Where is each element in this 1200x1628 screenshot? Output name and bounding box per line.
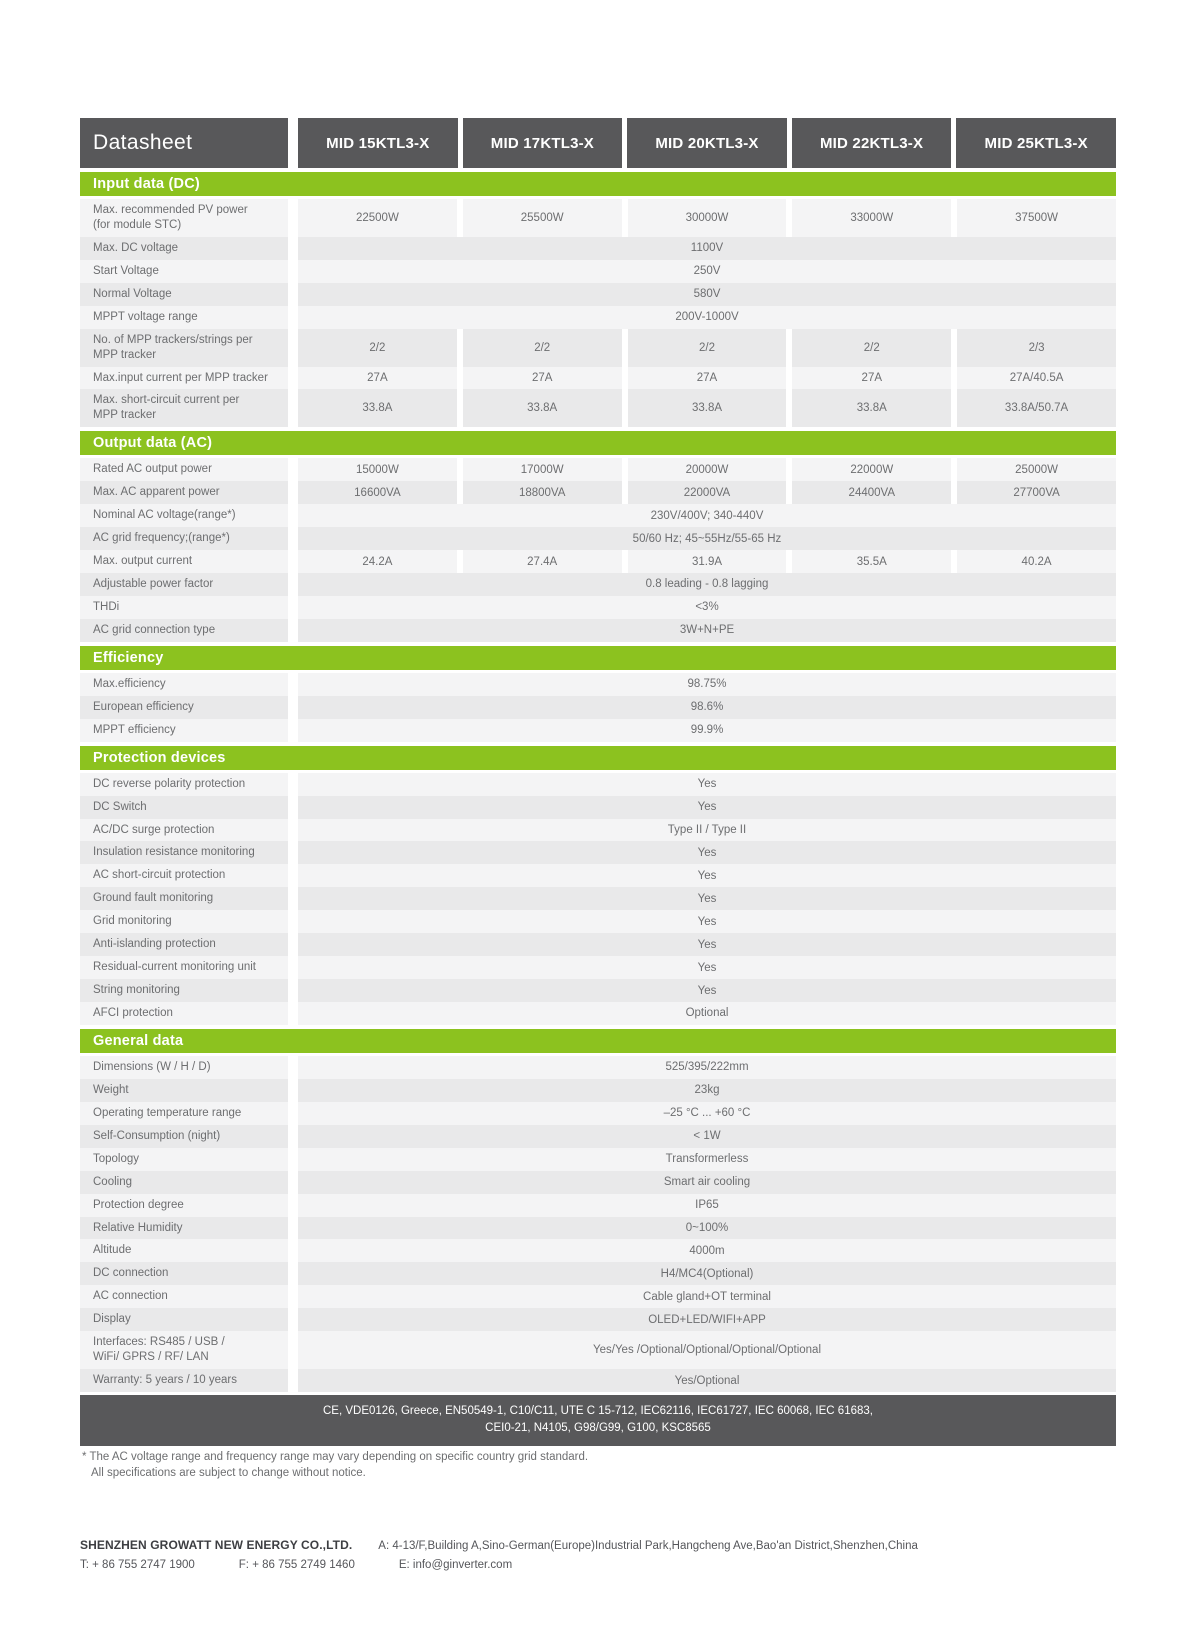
spec-value: 1100V [298,237,1116,260]
section-header: General data [80,1029,1116,1053]
spec-label: Warranty: 5 years / 10 years [80,1369,288,1392]
spec-label: Ground fault monitoring [80,887,288,910]
spec-label: AC grid frequency;(range*) [80,527,288,550]
spec-row [80,1194,1116,1217]
company-tel: T: + 86 755 2747 1900 [80,1559,195,1571]
spec-value: 2/2 [298,329,457,367]
spec-row [80,1171,1116,1194]
spec-label: MPPT voltage range [80,306,288,329]
spec-row [80,1331,1116,1369]
spec-label: AFCI protection [80,1002,288,1025]
spec-value: 16600VA [298,481,457,504]
spec-value: OLED+LED/WIFI+APP [298,1308,1116,1331]
spec-value: Yes/Yes /Optional/Optional/Optional/Optional [298,1331,1116,1369]
spec-label: Max. output current [80,550,288,573]
spec-value: <3% [298,596,1116,619]
spec-label: Grid monitoring [80,910,288,933]
spec-value: IP65 [298,1194,1116,1217]
spec-row [80,910,1116,933]
table-body [80,172,1116,1392]
spec-value: Smart air cooling [298,1171,1116,1194]
spec-value: 22000W [792,458,951,481]
spec-label: Weight [80,1079,288,1102]
spec-table [80,118,1116,1446]
model-header-cells [298,118,1116,168]
spec-value: 27.4A [463,550,622,573]
spec-label: Max. AC apparent power [80,481,288,504]
spec-row [80,329,1116,367]
spec-value: 23kg [298,1079,1116,1102]
model-header-cell: MID 20KTL3-X [627,118,787,168]
spec-value: Yes [298,841,1116,864]
section-header: Input data (DC) [80,172,1116,196]
spec-value: 33000W [792,199,951,237]
spec-value: 27A [463,367,622,390]
spec-label: Dimensions (W / H / D) [80,1056,288,1079]
spec-value: 40.2A [957,550,1116,573]
spec-value: 24.2A [298,550,457,573]
spec-row [80,367,1116,390]
spec-values [298,367,1116,390]
certifications-bar [80,1395,1116,1446]
spec-value: 200V-1000V [298,306,1116,329]
spec-value: 98.75% [298,673,1116,696]
spec-label: AC short-circuit protection [80,864,288,887]
model-header-cell: MID 22KTL3-X [792,118,952,168]
spec-value: 0.8 leading - 0.8 lagging [298,573,1116,596]
spec-label: Relative Humidity [80,1217,288,1240]
spec-label: Max. DC voltage [80,237,288,260]
spec-label: Rated AC output power [80,458,288,481]
spec-value: Yes [298,773,1116,796]
spec-label: DC Switch [80,796,288,819]
footnote-line-2: All specifications are subject to change without notice. [91,1466,366,1479]
spec-row [80,619,1116,642]
spec-label: Insulation resistance monitoring [80,841,288,864]
spec-value: 37500W [957,199,1116,237]
spec-value: 33.8A/50.7A [957,389,1116,427]
spec-value: < 1W [298,1125,1116,1148]
certifications-line-2: CEI0-21, N4105, G98/G99, G100, KSC8565 [485,1422,711,1435]
model-header-cell: MID 17KTL3-X [463,118,623,168]
spec-value: 30000W [628,199,787,237]
spec-row [80,1079,1116,1102]
spec-value: 22000VA [628,481,787,504]
spec-row [80,1285,1116,1308]
spec-row [80,1148,1116,1171]
spec-row [80,841,1116,864]
spec-value: 230V/400V; 340-440V [298,504,1116,527]
spec-label: Max.efficiency [80,673,288,696]
spec-row [80,979,1116,1002]
spec-row [80,1056,1116,1079]
spec-row [80,283,1116,306]
section-header: Protection devices [80,746,1116,770]
spec-value: Yes/Optional [298,1369,1116,1392]
spec-value: 27700VA [957,481,1116,504]
spec-value: 25000W [957,458,1116,481]
spec-value: 20000W [628,458,787,481]
spec-value: 33.8A [628,389,787,427]
spec-label: DC reverse polarity protection [80,773,288,796]
datasheet-title: Datasheet [80,118,288,168]
spec-row [80,1002,1116,1025]
spec-row [80,1102,1116,1125]
spec-label: Protection degree [80,1194,288,1217]
company-email: E: info@ginverter.com [398,1559,513,1571]
spec-value: Yes [298,956,1116,979]
company-footer [80,1538,1180,1571]
spec-value: 27A [792,367,951,390]
spec-label: AC connection [80,1285,288,1308]
spec-row [80,458,1116,481]
company-address: A: 4-13/F,Building A,Sino-German(Europe)Industrial Park,Hangcheng Ave,Bao'an District,Shenzhen,China [378,1540,918,1552]
spec-row [80,573,1116,596]
spec-label: Operating temperature range [80,1102,288,1125]
spec-value: 2/2 [628,329,787,367]
spec-value: 2/2 [463,329,622,367]
spec-value: Optional [298,1002,1116,1025]
spec-values [298,550,1116,573]
spec-value: Transformerless [298,1148,1116,1171]
spec-label: Residual-current monitoring unit [80,956,288,979]
spec-value: 27A [298,367,457,390]
spec-row [80,956,1116,979]
spec-value: 35.5A [792,550,951,573]
spec-row [80,887,1116,910]
spec-row [80,550,1116,573]
spec-row [80,1262,1116,1285]
spec-values [298,389,1116,427]
spec-value: 33.8A [463,389,622,427]
section-header: Efficiency [80,646,1116,670]
spec-row [80,673,1116,696]
spec-value: 33.8A [298,389,457,427]
footnote-line-1: * The AC voltage range and frequency range may vary depending on specific country grid standard. [82,1451,589,1463]
spec-value: Yes [298,864,1116,887]
spec-value: 0~100% [298,1217,1116,1240]
spec-row [80,696,1116,719]
spec-value: Yes [298,910,1116,933]
spec-value: 31.9A [628,550,787,573]
spec-row [80,864,1116,887]
spec-label: Adjustable power factor [80,573,288,596]
spec-row [80,1308,1116,1331]
spec-values [298,481,1116,504]
spec-label: Max. recommended PV power (for module STC) [80,199,288,237]
spec-label: Display [80,1308,288,1331]
spec-label: String monitoring [80,979,288,1002]
spec-values [298,458,1116,481]
spec-value: 525/395/222mm [298,1056,1116,1079]
certifications-line-1: CE, VDE0126, Greece, EN50549-1, C10/C11, UTE C 15-712, IEC62116, IEC61727, IEC 60068, IEC 61683, [323,1405,873,1417]
spec-label: Max.input current per MPP tracker [80,367,288,390]
spec-row [80,504,1116,527]
spec-value: 98.6% [298,696,1116,719]
spec-row [80,933,1116,956]
spec-label: Nominal AC voltage(range*) [80,504,288,527]
spec-label: Self-Consumption (night) [80,1125,288,1148]
spec-values [298,329,1116,367]
spec-value: Yes [298,933,1116,956]
spec-value: 24400VA [792,481,951,504]
section-header: Output data (AC) [80,431,1116,455]
footer-line-2 [80,1559,1180,1571]
spec-value: 33.8A [792,389,951,427]
spec-value: Yes [298,887,1116,910]
spec-label: AC/DC surge protection [80,819,288,842]
footer-line-1 [80,1538,1180,1552]
spec-value: Yes [298,796,1116,819]
spec-row [80,596,1116,619]
spec-value: Yes [298,979,1116,1002]
spec-label: Max. short-circuit current per MPP tracker [80,389,288,427]
spec-row [80,1239,1116,1262]
model-header-cell: MID 15KTL3-X [298,118,458,168]
spec-row [80,1217,1116,1240]
spec-label: Altitude [80,1239,288,1262]
spec-row [80,260,1116,283]
spec-label: AC grid connection type [80,619,288,642]
table-header-row [80,118,1116,168]
spec-value: 18800VA [463,481,622,504]
spec-row [80,819,1116,842]
spec-value: H4/MC4(Optional) [298,1262,1116,1285]
spec-row [80,527,1116,550]
spec-row [80,719,1116,742]
spec-label: European efficiency [80,696,288,719]
spec-value: 250V [298,260,1116,283]
spec-value: –25 °C ... +60 °C [298,1102,1116,1125]
spec-values [298,199,1116,237]
spec-value: Type II / Type II [298,819,1116,842]
spec-label: Start Voltage [80,260,288,283]
spec-row [80,1369,1116,1392]
spec-value: 15000W [298,458,457,481]
spec-row [80,773,1116,796]
model-header-cell: MID 25KTL3-X [956,118,1116,168]
spec-row [80,306,1116,329]
spec-label: THDi [80,596,288,619]
spec-value: 27A [628,367,787,390]
spec-label: DC connection [80,1262,288,1285]
spec-row [80,1125,1116,1148]
spec-row [80,199,1116,237]
spec-label: MPPT efficiency [80,719,288,742]
spec-value: 3W+N+PE [298,619,1116,642]
spec-value: 99.9% [298,719,1116,742]
spec-row [80,481,1116,504]
company-name: SHENZHEN GROWATT NEW ENERGY CO.,LTD. [80,1538,353,1552]
spec-value: 2/3 [957,329,1116,367]
spec-label: Interfaces: RS485 / USB / WiFi/ GPRS / RF/ LAN [80,1331,288,1369]
spec-label: Normal Voltage [80,283,288,306]
spec-value: Cable gland+OT terminal [298,1285,1116,1308]
spec-label: Cooling [80,1171,288,1194]
spec-value: 25500W [463,199,622,237]
company-fax: F: + 86 755 2749 1460 [238,1559,355,1571]
spec-row [80,389,1116,427]
spec-value: 17000W [463,458,622,481]
spec-label: No. of MPP trackers/strings per MPP tracker [80,329,288,367]
spec-value: 27A/40.5A [957,367,1116,390]
spec-row [80,796,1116,819]
spec-value: 22500W [298,199,457,237]
spec-label: Anti-islanding protection [80,933,288,956]
spec-value: 4000m [298,1239,1116,1262]
footnote [82,1450,588,1481]
spec-value: 2/2 [792,329,951,367]
spec-label: Topology [80,1148,288,1171]
spec-row [80,237,1116,260]
spec-value: 50/60 Hz; 45~55Hz/55-65 Hz [298,527,1116,550]
spec-value: 580V [298,283,1116,306]
